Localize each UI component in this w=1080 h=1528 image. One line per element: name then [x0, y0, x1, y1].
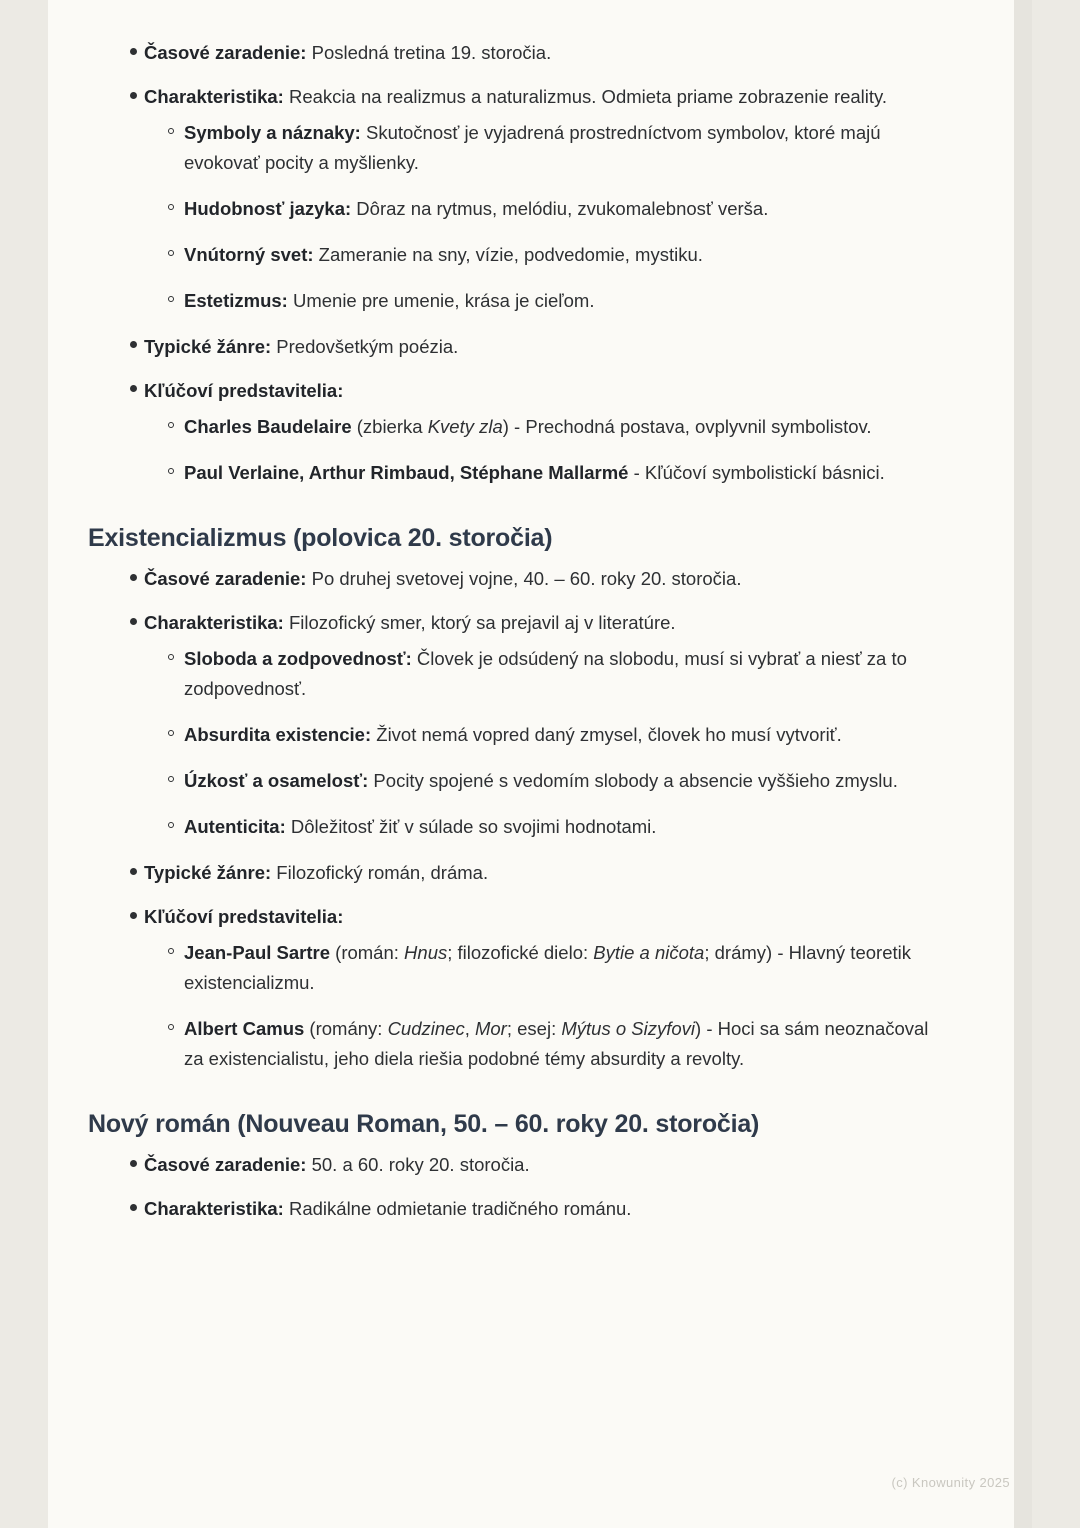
list-item: [144, 458, 948, 488]
list-item: [144, 412, 948, 442]
item-text-2: ,: [464, 1017, 475, 1039]
bullet-icon: [130, 92, 137, 99]
bullet-icon: [130, 1160, 137, 1167]
list-item: [144, 812, 948, 842]
sublist: [144, 938, 948, 1074]
bullet-hollow-icon: [168, 654, 174, 660]
list-item: [144, 938, 948, 998]
item-text-3: ; esej:: [506, 1017, 562, 1039]
list-item: [144, 644, 948, 704]
item-text-3: ; drámy) - Hlavný teoretik existencializmu.: [184, 941, 911, 993]
item-text-4: ) - Hoci sa sám neoznačoval za existencialistu, jeho diela riešia podobné témy absurdity a revolty.: [184, 1017, 929, 1069]
item-title-italic-2: Bytie a ničota: [593, 941, 705, 963]
item-label: Estetizmus:: [184, 289, 288, 311]
list-item: [144, 194, 948, 224]
item-label: Absurdita existencie:: [184, 724, 372, 746]
bullet-icon: [130, 912, 137, 919]
bullet-hollow-icon: [168, 1024, 174, 1030]
item-label: Časové zaradenie:: [144, 568, 307, 590]
list-item: [144, 720, 948, 750]
item-title-italic: Cudzinec: [387, 1017, 465, 1039]
item-text: Dôraz na rytmus, melódiu, zvukomalebnosť verša.: [351, 197, 769, 219]
bullet-hollow-icon: [168, 128, 174, 134]
list-item: [144, 286, 948, 316]
bullet-icon: [130, 341, 137, 348]
sublist: [144, 412, 948, 488]
item-text: 50. a 60. roky 20. storočia.: [306, 1154, 530, 1176]
item-label: Typické žánre:: [144, 861, 272, 883]
item-title-italic-3: Mýtus o Sizyfovi: [561, 1017, 696, 1039]
list-item: [88, 902, 948, 1074]
item-text: - Kľúčoví symbolistickí básnici.: [628, 461, 885, 483]
item-text: (román:: [330, 941, 405, 963]
list-item: [144, 118, 948, 178]
item-title-italic: Kvety zla: [427, 415, 503, 437]
item-text: Posledná tretina 19. storočia.: [306, 42, 552, 63]
bullet-hollow-icon: [168, 250, 174, 256]
item-label: Hudobnosť jazyka:: [184, 197, 352, 219]
bullet-hollow-icon: [168, 822, 174, 828]
list-symbolizmus: [88, 38, 948, 488]
item-text: Predovšetkým poézia.: [271, 335, 459, 357]
item-label: Časové zaradenie:: [144, 42, 307, 63]
item-text: Pocity spojené s vedomím slobody a absencie vyššieho zmyslu.: [368, 770, 898, 791]
item-text-2: ) - Prechodná postava, ovplyvnil symbolistov.: [502, 415, 872, 437]
list-item: [144, 766, 948, 796]
bullet-icon: [130, 1204, 137, 1211]
bullet-hollow-icon: [168, 422, 174, 428]
item-text: (zbierka: [351, 415, 428, 437]
bullet-icon: [130, 618, 137, 625]
item-text: Po druhej svetovej vojne, 40. – 60. roky 20. storočia.: [306, 568, 742, 590]
item-label: Typické žánre:: [144, 335, 272, 357]
watermark: (c) Knowunity 2025: [891, 1475, 1010, 1490]
list-item: [88, 332, 948, 362]
item-title-italic: Hnus: [404, 941, 448, 963]
item-label: Jean-Paul Sartre: [184, 941, 331, 963]
list-item: [88, 82, 948, 316]
item-title-italic-2: Mor: [474, 1017, 507, 1039]
item-text: Dôležitosť žiť v súlade so svojimi hodnotami.: [285, 815, 657, 837]
item-label: Úzkosť a osamelosť:: [184, 770, 369, 791]
bullet-hollow-icon: [168, 948, 174, 954]
item-text: Reakcia na realizmus a naturalizmus. Odmieta priame zobrazenie reality.: [283, 85, 888, 107]
item-text: Život nemá vopred daný zmysel, človek ho musí vytvoriť.: [371, 724, 842, 746]
section-heading-existencializmus: Existencializmus (polovica 20. storočia): [88, 523, 553, 552]
list-item: [144, 1014, 948, 1074]
bullet-hollow-icon: [168, 468, 174, 474]
list-item: [88, 376, 948, 488]
bullet-hollow-icon: [168, 730, 174, 736]
bullet-hollow-icon: [168, 776, 174, 782]
item-text-2: ; filozofické dielo:: [447, 941, 594, 963]
item-label: Kľúčoví predstavitelia:: [144, 379, 344, 401]
item-label: Paul Verlaine, Arthur Rimbaud, Stéphane Mallarmé: [184, 461, 629, 483]
list-item: [88, 564, 948, 594]
item-label: Vnútorný svet:: [184, 243, 314, 265]
bullet-icon: [130, 48, 137, 55]
item-text: Zameranie na sny, vízie, podvedomie, mystiku.: [313, 243, 703, 265]
item-text: Filozofický smer, ktorý sa prejavil aj v literatúre.: [283, 612, 676, 634]
document-content: [88, 38, 948, 1238]
item-label: Časové zaradenie:: [144, 1154, 307, 1176]
bullet-icon: [130, 385, 137, 392]
item-text: Filozofický román, dráma.: [271, 861, 489, 883]
item-label: Kľúčoví predstavitelia:: [144, 905, 344, 927]
list-item: [88, 1194, 948, 1224]
item-label: Albert Camus: [184, 1017, 305, 1039]
section-heading-novy-roman: Nový román (Nouveau Roman, 50. – 60. roky 20. storočia): [88, 1109, 760, 1138]
item-label: Autenticita:: [184, 815, 286, 837]
item-text: Človek je odsúdený na slobodu, musí si vybrať a niesť za to zodpovednosť.: [184, 648, 907, 700]
list-item: [88, 38, 948, 68]
list-item: [88, 1150, 948, 1180]
sublist: [144, 118, 948, 316]
item-text: Umenie pre umenie, krása je cieľom.: [287, 289, 595, 311]
item-label: Symboly a náznaky:: [184, 121, 361, 143]
list-item: [88, 858, 948, 888]
bullet-icon: [130, 574, 137, 581]
list-existencializmus: [88, 564, 948, 1074]
item-text: Skutočnosť je vyjadrená prostredníctvom symbolov, ktoré majú evokovať pocity a myšlienky.: [184, 121, 881, 173]
item-text: Radikálne odmietanie tradičného románu.: [283, 1198, 632, 1220]
list-novy-roman: [88, 1150, 948, 1224]
bullet-icon: [130, 868, 137, 875]
item-text: (romány:: [304, 1017, 388, 1039]
item-label: Charakteristika:: [144, 85, 284, 107]
item-label: Charles Baudelaire: [184, 415, 352, 437]
sublist: [144, 644, 948, 842]
item-label: Sloboda a zodpovednosť:: [184, 648, 412, 670]
document-page: [48, 0, 1032, 1528]
bullet-hollow-icon: [168, 204, 174, 210]
bullet-hollow-icon: [168, 296, 174, 302]
page-right-margin: [1014, 0, 1032, 1528]
item-label: Charakteristika:: [144, 1198, 284, 1220]
list-item: [144, 240, 948, 270]
list-item: [88, 608, 948, 842]
item-label: Charakteristika:: [144, 612, 284, 634]
